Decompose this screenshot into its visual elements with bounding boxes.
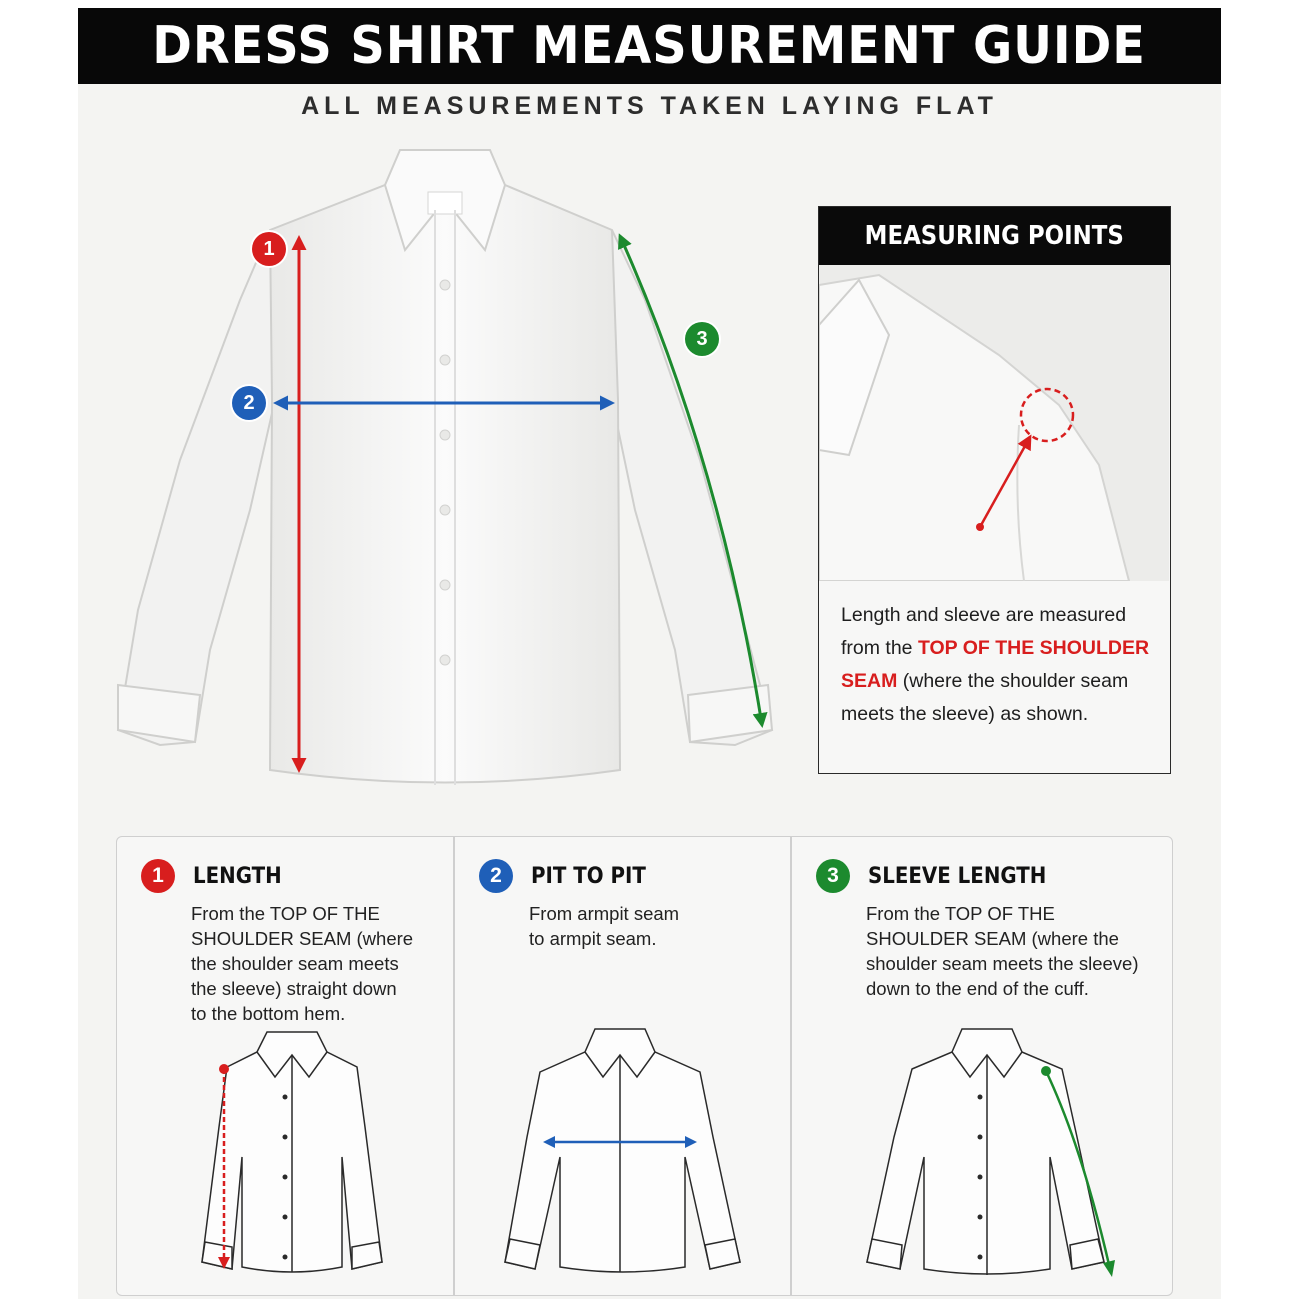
panel-length-number: 1 bbox=[141, 859, 175, 893]
panel-pit-label: PIT TO PIT bbox=[531, 863, 646, 889]
panel-sleeve-description: From the TOP OF THE SHOULDER SEAM (where the shoulder seam meets the sleeve) down to the end of the cuff. bbox=[866, 903, 1139, 999]
shirt-label bbox=[428, 192, 462, 214]
panel-pit-header bbox=[479, 859, 659, 893]
marker-1: 1 bbox=[252, 232, 286, 266]
marker-3: 3 bbox=[685, 322, 719, 356]
panel-pit-description: From armpit seam to armpit seam. bbox=[529, 903, 680, 949]
sleeve-length-diagram bbox=[792, 1007, 1172, 1297]
page-subtitle: ALL MEASUREMENTS TAKEN LAYING FLAT bbox=[301, 92, 998, 120]
panel-pit-number: 2 bbox=[479, 859, 513, 893]
panel-length-header bbox=[141, 859, 292, 893]
measuring-points-heading: MEASURING POINTS bbox=[819, 207, 1170, 265]
marker-2: 2 bbox=[232, 386, 266, 420]
shoulder-closeup bbox=[819, 265, 1169, 581]
panel-sleeve-label: SLEEVE LENGTH bbox=[868, 863, 1047, 889]
left-sleeve bbox=[118, 230, 275, 745]
panel-sleeve-header bbox=[816, 859, 1066, 893]
panel-sleeve-length bbox=[792, 837, 1172, 1295]
panel-pit-to-pit bbox=[455, 837, 790, 1295]
title-bar bbox=[78, 8, 1221, 84]
measurement-panels bbox=[116, 836, 1173, 1296]
shoulder-seam-highlight: TOP OF THE SHOULDER SEAM bbox=[841, 637, 1150, 692]
page-title: DRESS SHIRT MEASUREMENT GUIDE bbox=[152, 16, 1147, 76]
shirt-body bbox=[270, 185, 620, 783]
measuring-points-text: Length and sleeve are measured from the TOP OF THE SHOULDER SEAM (where the shoulder seam meets the sleeve) as shown. bbox=[841, 604, 1150, 725]
length-diagram bbox=[117, 1007, 453, 1297]
panel-length-label: LENGTH bbox=[193, 863, 282, 889]
pit-to-pit-diagram bbox=[455, 1007, 790, 1297]
panel-length bbox=[117, 837, 453, 1295]
panel-sleeve-number: 3 bbox=[816, 859, 850, 893]
panel-length-description: From the TOP OF THE SHOULDER SEAM (where the shoulder seam meets the sleeve) straight down to the bottom hem. bbox=[191, 903, 414, 1024]
right-sleeve bbox=[612, 230, 772, 745]
hero-shirt-figure bbox=[100, 130, 800, 810]
measuring-points-card bbox=[818, 206, 1171, 774]
hero-shirt-drawing bbox=[100, 130, 800, 810]
